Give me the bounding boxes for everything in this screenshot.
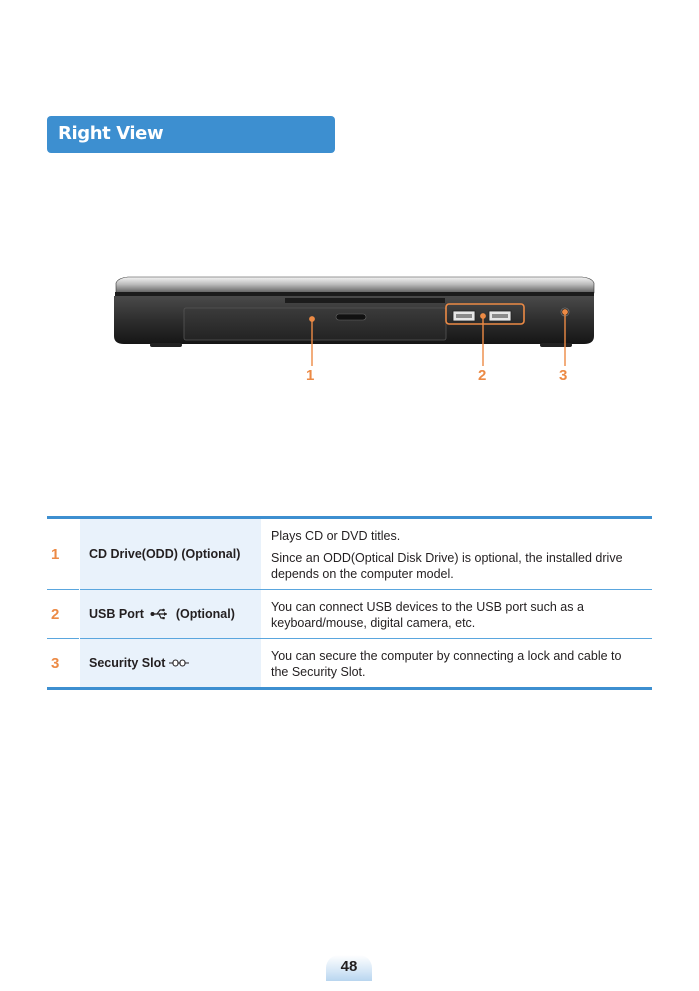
- row-number: 1: [51, 545, 60, 563]
- port-description-table: [47, 516, 652, 690]
- table-row: [47, 590, 652, 639]
- port-name-suffix: (Optional): [175, 607, 235, 621]
- laptop-body: [114, 277, 594, 347]
- table-row: [47, 639, 652, 689]
- page-number: 48: [340, 958, 358, 975]
- description-line: You can secure the computer by connecting a lock and cable to the Security Slot.: [271, 649, 622, 679]
- description-line: Since an ODD(Optical Disk Drive) is optional, the installed drive depends on the computer model.: [271, 551, 623, 581]
- lock-icon: [169, 658, 189, 668]
- port-description: [261, 639, 652, 689]
- description-line: You can connect USB devices to the USB port such as a keyboard/mouse, digital camera, etc.: [271, 600, 584, 630]
- port-description: [261, 590, 652, 639]
- description-line: Plays CD or DVD titles.: [271, 529, 401, 543]
- row-number: 3: [47, 639, 80, 689]
- port-name: [80, 590, 262, 639]
- port-name: [80, 639, 262, 689]
- port-name: [80, 518, 262, 590]
- usb-icon: [150, 608, 170, 620]
- port-name-label: CD Drive(ODD) (Optional): [89, 547, 241, 561]
- port-name-label: USB Port: [89, 607, 144, 621]
- row-number: 2: [47, 590, 80, 639]
- port-description: [261, 518, 652, 590]
- section-title: Right View: [58, 123, 164, 144]
- page-number-tab: [326, 955, 372, 981]
- table-row: [47, 518, 652, 590]
- callout-number-3: 3: [559, 367, 568, 384]
- port-name-label: Security Slot: [89, 656, 166, 670]
- callout-number-1: 1: [306, 367, 315, 384]
- laptop-right-view-figure: [0, 0, 699, 420]
- callout-number-2: 2: [478, 367, 487, 384]
